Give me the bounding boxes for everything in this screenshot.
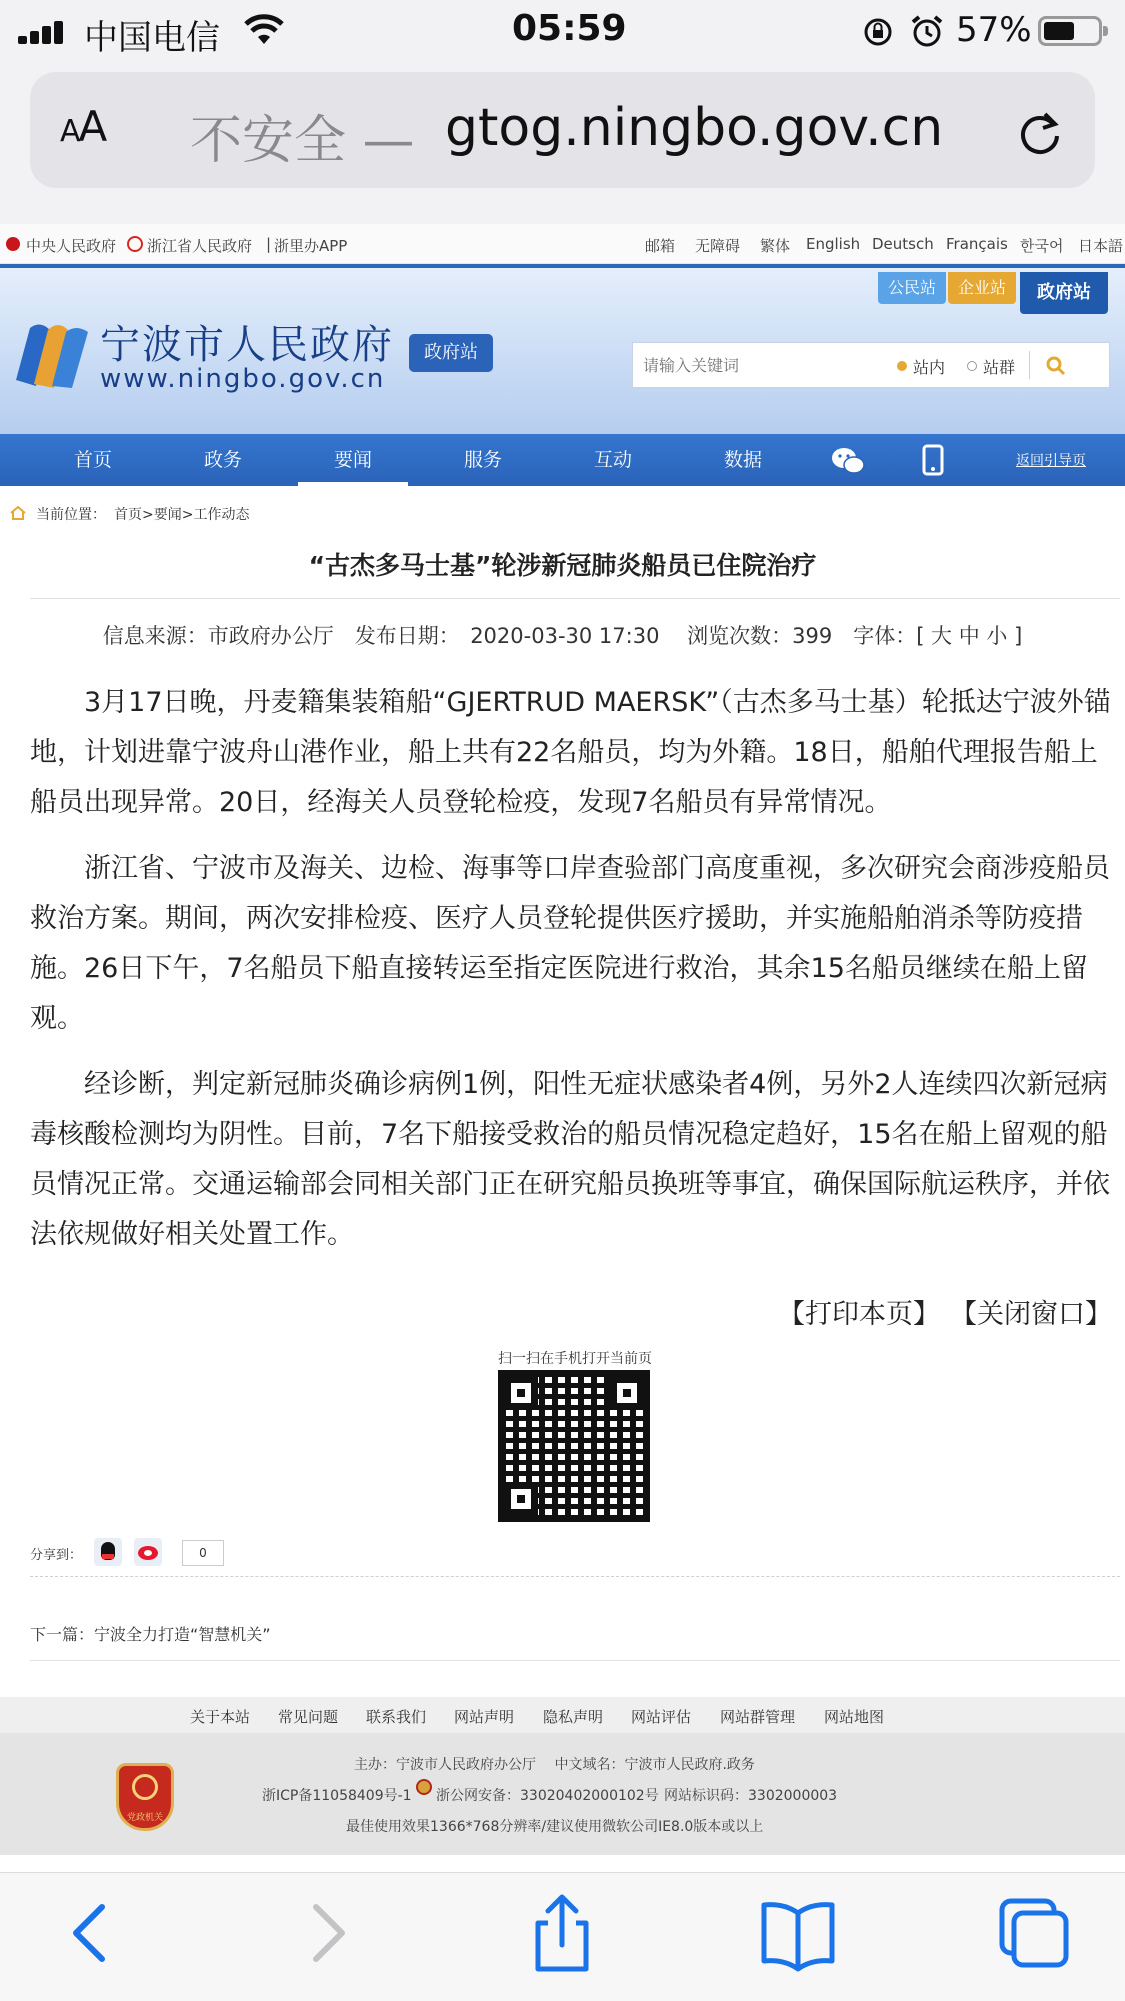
footer-link-contact[interactable]: 联系我们 [366, 1708, 427, 1726]
tab-enterprise[interactable]: 企业站 [948, 272, 1016, 304]
tab-government[interactable]: 政府站 [1020, 272, 1108, 314]
clock: 05:59 [512, 8, 627, 49]
title-divider [30, 598, 1120, 599]
footer-nav [0, 1697, 1125, 1733]
nav-home[interactable]: 首页 [73, 449, 112, 471]
footer-site-code: 网站标识码：3302000003 [664, 1788, 838, 1804]
link-zj-gov[interactable]: 浙江省人民政府 [147, 237, 253, 255]
qr-caption: 扫一扫在手机打开当前页 [498, 1351, 652, 1367]
central-gov-emblem-icon [6, 237, 20, 251]
reader-text-size-button[interactable]: AA [60, 102, 106, 151]
radio-site-icon[interactable] [897, 361, 907, 371]
wechat-icon[interactable] [830, 446, 866, 476]
next-article-link[interactable]: 下一篇：宁波全力打造“智慧机关” [30, 1625, 271, 1644]
article-paragraph: 浙江省、宁波市及海关、边检、海事等口岸查验部门高度重视，多次研究会商涉疫船员救治方案。期间，两次安排检疫、医疗人员登轮提供医疗援助，并实施船舶消杀等防疫措施。26日下午，7名船员下船直接转运至指定医院进行救治，其余15名船员继续在船上留观。 [30, 853, 1110, 1034]
alarm-icon [910, 14, 944, 48]
footer-link-faq[interactable]: 常见问题 [278, 1708, 339, 1726]
search-input[interactable] [643, 351, 883, 379]
footer-link-evaluation[interactable]: 网站评估 [631, 1708, 692, 1726]
breadcrumb[interactable]: 首页>要闻>工作动态 [114, 507, 250, 523]
radio-site-label[interactable]: 站内 [913, 358, 946, 377]
radio-group-icon[interactable] [967, 361, 977, 371]
print-page-link[interactable]: 【打印本页】 [778, 1299, 940, 1330]
battery-icon [1038, 16, 1102, 46]
link-korean[interactable]: 한국어 [1020, 237, 1064, 255]
back-icon[interactable] [52, 1893, 132, 1973]
carrier-label: 中国电信 [84, 18, 220, 58]
party-gov-emblem-icon[interactable] [116, 1763, 174, 1831]
back-to-guide-link[interactable]: 返回引导页 [1016, 453, 1086, 469]
next-divider [30, 1660, 1120, 1661]
footer-icp[interactable]: 浙ICP备11058409号-1 [262, 1788, 412, 1804]
link-accessibility[interactable]: 无障碍 [695, 237, 741, 255]
zj-logo-icon [127, 236, 143, 252]
link-english[interactable]: English [806, 235, 861, 253]
footer-link-privacy[interactable]: 隐私声明 [543, 1708, 604, 1726]
tabs-icon[interactable] [994, 1893, 1074, 1973]
link-central-gov[interactable]: 中央人民政府 [26, 237, 117, 255]
share-icon[interactable] [522, 1893, 602, 1973]
main-nav [0, 434, 1125, 486]
breadcrumb-label: 当前位置： [36, 507, 106, 523]
footer-link-about[interactable]: 关于本站 [190, 1708, 251, 1726]
weibo-share-icon[interactable] [134, 1538, 162, 1566]
link-traditional[interactable]: 繁体 [760, 237, 791, 255]
insecure-label: 不安全 — [190, 111, 415, 171]
site-title: 宁波市人民政府 [100, 322, 394, 368]
police-badge-icon [416, 1779, 432, 1795]
nav-data[interactable]: 数据 [723, 449, 762, 471]
nav-affairs[interactable]: 政务 [203, 449, 242, 471]
footer-resolution-note: 最佳使用效果1366*768分辨率/建议使用微软公司IE8.0版本或以上 [346, 1819, 764, 1835]
nav-news[interactable]: 要闻 [298, 434, 408, 486]
signal-icon [18, 20, 62, 44]
address-bar[interactable] [30, 72, 1095, 188]
link-francais[interactable]: Français [946, 235, 1008, 253]
share-divider [30, 1576, 1120, 1577]
status-bar [0, 0, 1125, 62]
browser-address-area [0, 62, 1125, 224]
footer-police[interactable]: 浙公网安备：33020402000102号 [436, 1788, 659, 1804]
site-banner [0, 264, 1125, 434]
forward-icon[interactable] [286, 1893, 366, 1973]
site-url: www.ningbo.gov.cn [100, 364, 386, 394]
link-japanese[interactable]: 日本語 [1078, 237, 1124, 255]
search-box [632, 342, 1110, 388]
tab-citizen[interactable]: 公民站 [878, 272, 946, 304]
article-paragraph: 经诊断，判定新冠肺炎确诊病例1例，阳性无症状感染者4例，另外2人连续四次新冠病毒核酸检测均为阴性。目前，7名下船接受救治的船员情况稳定趋好，15名在船上留观的船员情况正常。交通运输部会同相关部门正在研究船员换班等事宜，确保国际航运秩序，并依法依规做好相关处置工作。 [30, 1069, 1110, 1250]
qr-code [498, 1370, 650, 1522]
nav-service[interactable]: 服务 [463, 449, 502, 471]
rotation-lock-icon [862, 16, 894, 48]
bookmarks-icon[interactable] [758, 1893, 838, 1973]
article-meta: 信息来源：市政府办公厅 发布日期： 2020-03-30 17:30 浏览次数：399 字体：[ 大 中 小 ] [102, 624, 1023, 648]
browser-toolbar [0, 1872, 1125, 2001]
link-mail[interactable]: 邮箱 [645, 237, 676, 255]
nav-interact[interactable]: 互动 [593, 449, 632, 471]
article-title: “古杰多马士基”轮涉新冠肺炎船员已住院治疗 [308, 551, 817, 580]
site-footer [0, 1733, 1125, 1855]
link-deutsch[interactable]: Deutsch [872, 235, 934, 253]
share-count: 0 [182, 1540, 224, 1566]
footer-link-group[interactable]: 网站群管理 [720, 1708, 796, 1726]
search-divider [1029, 351, 1030, 379]
top-links-bar [0, 224, 1125, 264]
gov-station-badge: 政府站 [409, 334, 493, 372]
emblem-label: 党政机关 [126, 1813, 163, 1823]
url-domain: gtog.ningbo.gov.cn [445, 98, 944, 158]
footer-link-statement[interactable]: 网站声明 [454, 1708, 515, 1726]
home-icon [10, 506, 26, 520]
battery-percent: 57% [956, 10, 1032, 50]
wifi-icon [244, 14, 284, 46]
qq-share-icon[interactable] [94, 1538, 122, 1566]
footer-host: 主办：宁波市人民政府办公厅 中文域名：宁波市人民政府.政务 [354, 1757, 755, 1773]
reload-icon[interactable] [1015, 106, 1065, 156]
mobile-icon[interactable] [922, 444, 944, 476]
article-paragraph: 3月17日晚，丹麦籍集装箱船“GJERTRUD MAERSK”（古杰多马士基）轮抵达宁波外锚地，计划进靠宁波舟山港作业，船上共有22名船员，均为外籍。18日，船舶代理报告船上船员出现异常。20日，经海关人员登轮检疫，发现7名船员有异常情况。 [30, 687, 1111, 818]
radio-group-label[interactable]: 站群 [983, 358, 1016, 377]
search-icon[interactable] [1045, 355, 1067, 377]
separator: | [266, 235, 272, 253]
share-label: 分享到： [30, 1548, 83, 1563]
close-window-link[interactable]: 【关闭窗口】 [950, 1299, 1112, 1330]
ningbo-logo-icon [12, 310, 92, 390]
footer-link-sitemap[interactable]: 网站地图 [824, 1708, 885, 1726]
link-zlb-app[interactable]: 浙里办APP [274, 237, 348, 255]
